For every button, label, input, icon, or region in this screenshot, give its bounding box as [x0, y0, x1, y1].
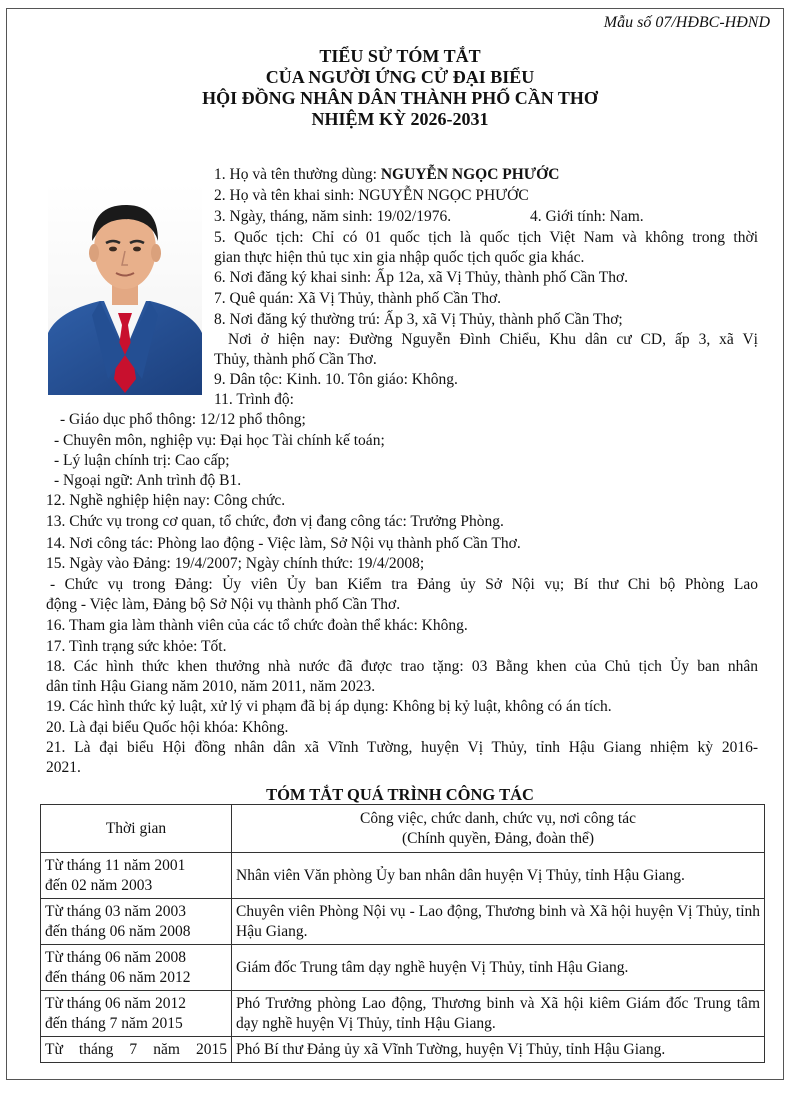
period-cell [41, 945, 232, 991]
field-party-role-cont: động - Việc làm, Đảng bộ Sở Nội vụ thành phố Cần Thơ. [46, 596, 401, 613]
title-line-2: CỦA NGƯỜI ỨNG CỬ ĐẠI BIỂU [265, 67, 535, 87]
form-code: Mẫu số 07/HĐBC-HĐND [603, 14, 770, 31]
field-current-residence: Nơi ở hiện nay: Đường Nguyễn Đình Chiểu, Khu dân cư CD, ấp 3, xã Vị [228, 331, 758, 348]
period-from: Từ tháng 06 năm 2008 [45, 948, 186, 966]
period-to: đến 02 năm 2003 [45, 876, 153, 894]
period-cell [41, 1037, 232, 1063]
header-detail [232, 805, 765, 853]
detail-cell: Nhân viên Văn phòng Ủy ban nhân dân huyện Vị Thủy, tỉnh Hậu Giang. [232, 853, 765, 899]
field-nationality: 5. Quốc tịch: Chỉ có 01 quốc tịch là quốc tịch Việt Nam và không trong thời [214, 229, 758, 246]
period-to: đến tháng 06 năm 2008 [45, 922, 191, 940]
field-nationality-cont: gian thực hiện thủ tục xin gia nhập quốc tịch quốc gia khác. [214, 249, 585, 266]
field-party-role: - Chức vụ trong Đảng: Ủy viên Ủy ban Kiểm tra Đảng ủy Sở Nội vụ; Bí thư Chi bộ Phòng Lao [50, 576, 758, 593]
document-title [0, 46, 800, 130]
table-row [41, 899, 765, 945]
table-row [41, 991, 765, 1037]
work-history-heading: TÓM TẮT QUÁ TRÌNH CÔNG TÁC [266, 785, 534, 804]
field-education-label: 11. Trình độ: [214, 391, 294, 408]
detail-cell: Giám đốc Trung tâm dạy nghề huyện Vị Thủy, tỉnh Hậu Giang. [232, 945, 765, 991]
work-history-table [40, 804, 765, 1063]
detail-cell: Phó Bí thư Đảng ủy xã Vĩnh Tường, huyện Vị Thủy, tỉnh Hậu Giang. [232, 1037, 765, 1063]
period-cell [41, 991, 232, 1037]
header-period: Thời gian [41, 805, 232, 853]
field-health: 17. Tình trạng sức khỏe: Tốt. [46, 638, 227, 655]
table-row [41, 945, 765, 991]
table-row [41, 853, 765, 899]
field-current-residence-cont: Thủy, thành phố Cần Thơ. [214, 351, 377, 368]
portrait-photo [48, 183, 202, 395]
field-common-name [214, 165, 559, 185]
field-dob: 3. Ngày, tháng, năm sinh: 19/02/1976. [214, 208, 452, 225]
field-occupation: 12. Nghề nghiệp hiện nay: Công chức. [46, 492, 286, 509]
detail-cell: Phó Trưởng phòng Lao động, Thương binh và Xã hội kiêm Giám đốc Trung tâm dạy nghề huyện Vị Thủy, tỉnh Hậu Giang. [232, 991, 765, 1037]
period-cell [41, 899, 232, 945]
field-party-join: 15. Ngày vào Đảng: 19/4/2007; Ngày chính thức: 19/4/2008; [46, 555, 425, 572]
field-birthplace: 6. Nơi đăng ký khai sinh: Ấp 12a, xã Vị Thủy, thành phố Cần Thơ. [214, 269, 629, 286]
field-foreign-language: - Ngoại ngữ: Anh trình độ B1. [54, 472, 242, 489]
field-na-deputy: 20. Là đại biểu Quốc hội khóa: Không. [46, 719, 289, 736]
period-from: Từ tháng 11 năm 2001 [45, 856, 186, 874]
field-workplace: 14. Nơi công tác: Phòng lao động - Việc làm, Sở Nội vụ thành phố Cần Thơ. [46, 535, 521, 552]
field-ethnicity-religion: 9. Dân tộc: Kinh. 10. Tôn giáo: Không. [214, 371, 458, 388]
title-line-4: NHIỆM KỲ 2026-2031 [311, 109, 489, 129]
field-council-deputy: 21. Là đại biểu Hội đồng nhân dân xã Vĩnh Tường, huyện Vị Thủy, tỉnh Hậu Giang nhiệm kỳ 2016- [46, 739, 758, 756]
period-to: đến tháng 06 năm 2012 [45, 968, 191, 986]
field-permanent-residence: 8. Nơi đăng ký thường trú: Ấp 3, xã Vị Thủy, thành phố Cần Thơ; [214, 311, 623, 328]
field-discipline: 19. Các hình thức kỷ luật, xử lý vi phạm đã bị áp dụng: Không bị kỷ luật, không có án tích. [46, 698, 612, 715]
table-row [41, 1037, 765, 1063]
period-to: đến tháng 7 năm 2015 [45, 1014, 183, 1032]
field-label: 1. Họ và tên thường dùng: [214, 166, 381, 183]
field-birth-name: 2. Họ và tên khai sinh: NGUYỄN NGỌC PHƯỚC [214, 187, 529, 204]
header-detail-line-2: (Chính quyền, Đảng, đoàn thể) [402, 829, 594, 847]
period-from: Từ tháng 06 năm 2012 [45, 994, 186, 1012]
detail-cell: Chuyên viên Phòng Nội vụ - Lao động, Thương binh và Xã hội huyện Vị Thủy, tỉnh Hậu Giang. [232, 899, 765, 945]
field-awards: 18. Các hình thức khen thưởng nhà nước đã được trao tặng: 03 Bằng khen của Chủ tịch Ủy ban nhân [46, 658, 758, 675]
field-hometown: 7. Quê quán: Xã Vị Thủy, thành phố Cần Thơ. [214, 290, 502, 307]
period-from: Từ tháng 7 năm 2015 [45, 1040, 227, 1058]
field-specialty: - Chuyên môn, nghiệp vụ: Đại học Tài chính kế toán; [54, 432, 385, 449]
period-from: Từ tháng 03 năm 2003 [45, 902, 186, 920]
title-line-1: TIỂU SỬ TÓM TẮT [319, 46, 481, 66]
field-gender: 4. Giới tính: Nam. [530, 208, 644, 225]
period-cell [41, 853, 232, 899]
header-detail-line-1: Công việc, chức danh, chức vụ, nơi công tác [360, 809, 636, 827]
table-header-row [41, 805, 765, 853]
field-political-theory: - Lý luận chính trị: Cao cấp; [54, 452, 230, 469]
field-position: 13. Chức vụ trong cơ quan, tổ chức, đơn vị đang công tác: Trưởng Phòng. [46, 513, 504, 530]
field-council-deputy-cont: 2021. [46, 759, 81, 776]
field-general-education: - Giáo dục phổ thông: 12/12 phổ thông; [60, 411, 306, 428]
candidate-name: NGUYỄN NGỌC PHƯỚC [380, 166, 560, 183]
title-line-3: HỘI ĐỒNG NHÂN DÂN THÀNH PHỐ CẦN THƠ [202, 88, 598, 108]
field-awards-cont: dân tỉnh Hậu Giang năm 2010, năm 2011, năm 2023. [46, 678, 376, 695]
field-mass-orgs: 16. Tham gia làm thành viên của các tổ chức đoàn thể khác: Không. [46, 617, 468, 634]
